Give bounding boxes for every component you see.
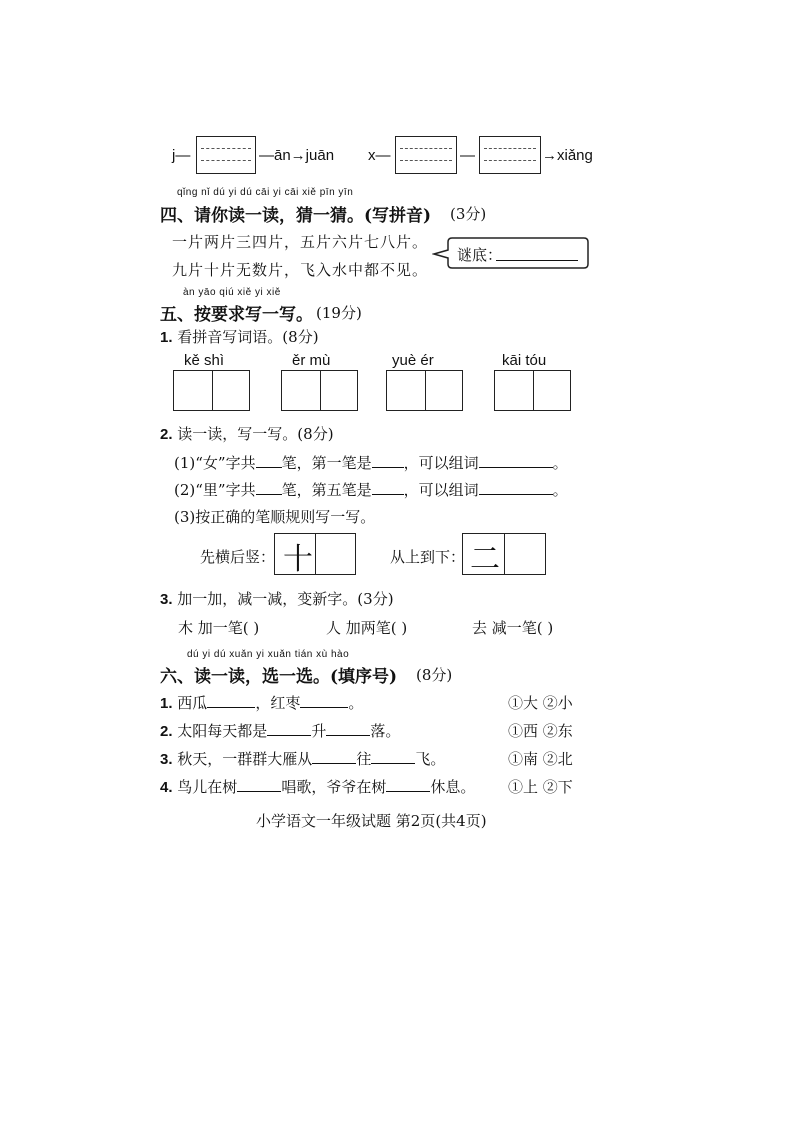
section6-title: 六、读一读，选一选。(填序号): [160, 667, 398, 687]
q6-item-2: [160, 720, 400, 741]
q6-item-text-b: 升: [311, 722, 327, 740]
q6-item-4-options: ①上 ②下: [508, 778, 573, 796]
q5-2-number: 2.: [160, 426, 173, 443]
q6-item-text-a: 秋天，一群群大雁从: [177, 750, 313, 768]
q5-2-p1-text-d: 。: [552, 454, 568, 472]
q5-2-label: [160, 423, 334, 444]
word-pinyin-3: yuè ér: [392, 352, 434, 369]
choice-blank[interactable]: [300, 692, 348, 708]
section6-score: (8分): [416, 666, 453, 684]
q6-item-text-c: 。: [348, 694, 364, 712]
q5-2-p2-text-a: (2)“里”字共: [174, 481, 256, 499]
choice-blank[interactable]: [386, 776, 430, 792]
pinyin-initial-j: j—: [172, 147, 191, 164]
q6-item-text-c: 休息。: [430, 778, 476, 796]
stroke-count-blank[interactable]: [256, 479, 282, 495]
pinyin-initial-x: x—: [368, 147, 391, 164]
stroke-rule-1-label: 先横后竖：: [200, 548, 276, 566]
q5-3-number: 3.: [160, 591, 173, 608]
section4-score: (3分): [450, 205, 487, 223]
q6-item-4: [160, 776, 475, 797]
section5-title: 五、按要求写一写。: [160, 305, 313, 325]
q6-item-text-a: 鸟儿在树: [177, 778, 238, 796]
riddle-answer-label: 谜底：: [457, 246, 503, 264]
word-pinyin-4: kāi tóu: [502, 352, 547, 369]
word-blank[interactable]: [479, 479, 553, 495]
stroke-rule-2-char: 二: [470, 542, 500, 577]
word-blank[interactable]: [479, 452, 553, 468]
riddle-line-2: 九片十片无数片，飞入水中都不见。: [172, 261, 429, 279]
section5-score: (19分): [316, 304, 362, 322]
q5-2-text: 读一读，写一写。(8分): [177, 425, 334, 443]
q5-2-part3: (3)按正确的笔顺规则写一写。: [174, 508, 376, 526]
page-footer: 小学语文一年级试题 第2页(共4页): [256, 812, 487, 830]
q6-item-text-c: 飞。: [415, 750, 446, 768]
q5-2-p1-text-a: (1)“女”字共: [174, 454, 256, 472]
q6-item-number: 1.: [160, 695, 173, 712]
q5-2-p1-text-c: ，可以组词: [403, 454, 479, 472]
stroke-rule-2-label: 从上到下：: [390, 548, 466, 566]
q5-2-p2-text-c: ，可以组词: [403, 481, 479, 499]
q6-item-text-b: ，红枣: [255, 694, 301, 712]
section4-title: 四、请你读一读，猜一猜。(写拼音): [160, 206, 432, 226]
q6-item-text-a: 西瓜: [177, 694, 208, 712]
word-writing-box-1[interactable]: [173, 370, 250, 411]
section4-pinyin: qǐng nǐ dú yi dú cāi yi cāi xiě pīn yīn: [177, 187, 354, 198]
q6-item-number: 2.: [160, 723, 173, 740]
word-writing-box-2[interactable]: [281, 370, 358, 411]
q6-item-number: 3.: [160, 751, 173, 768]
q5-2-p2-text-d: 。: [552, 481, 568, 499]
choice-blank[interactable]: [237, 776, 281, 792]
q6-item-text-c: 落。: [370, 722, 401, 740]
q6-item-3: [160, 748, 445, 769]
pinyin-answer-box[interactable]: [196, 136, 256, 174]
choice-blank[interactable]: [312, 748, 356, 764]
q6-item-text-b: 唱歌，爷爷在树: [281, 778, 387, 796]
stroke-rule-1-char: 十: [283, 542, 313, 577]
stroke-count-blank[interactable]: [256, 452, 282, 468]
q6-item-1-options: ①大 ②小: [508, 694, 573, 712]
word-pinyin-1: kě shì: [184, 352, 225, 369]
q5-1-number: 1.: [160, 329, 173, 346]
q5-2-part1: [174, 452, 568, 473]
section6-pinyin: dú yi dú xuǎn yi xuǎn tián xù hào: [187, 649, 350, 660]
q6-item-text-a: 太阳每天都是: [177, 722, 268, 740]
riddle-line-1: 一片两片三四片，五片六片七八片。: [172, 233, 429, 251]
riddle-answer-blank[interactable]: [496, 244, 578, 261]
q5-2-p2-text-b: 笔，第五笔是: [281, 481, 372, 499]
first-stroke-blank[interactable]: [372, 452, 404, 468]
q5-2-p1-text-b: 笔，第一笔是: [281, 454, 372, 472]
q5-3-item-3[interactable]: 去 减一笔( ): [472, 619, 554, 637]
q5-3-text: 加一加，减一减，变新字。(3分): [177, 590, 394, 608]
pinyin-final-an-juan: —ān→juān: [259, 147, 335, 164]
q6-item-1: [160, 692, 363, 713]
q5-3-item-1[interactable]: 木 加一笔( ): [178, 619, 260, 637]
q5-3-item-2[interactable]: 人 加两笔( ): [326, 619, 408, 637]
q5-1-text: 看拼音写词语。(8分): [177, 328, 319, 346]
q6-item-3-options: ①南 ②北: [508, 750, 573, 768]
q6-item-text-b: 往: [356, 750, 372, 768]
section5-pinyin: àn yāo qiú xiě yi xiě: [183, 287, 281, 298]
choice-blank[interactable]: [326, 720, 370, 736]
choice-blank[interactable]: [207, 692, 255, 708]
word-pinyin-2: ěr mù: [292, 352, 331, 369]
pinyin-result-xiang: →xiǎng: [542, 147, 593, 164]
choice-blank[interactable]: [371, 748, 415, 764]
word-writing-box-4[interactable]: [494, 370, 571, 411]
fifth-stroke-blank[interactable]: [372, 479, 404, 495]
pinyin-answer-box[interactable]: [395, 136, 457, 174]
q5-3-label: [160, 588, 394, 609]
q6-item-2-options: ①西 ②东: [508, 722, 573, 740]
q5-2-part2: [174, 479, 568, 500]
pinyin-answer-box[interactable]: [479, 136, 541, 174]
pinyin-dash: —: [460, 147, 475, 164]
choice-blank[interactable]: [267, 720, 311, 736]
q5-1-label: [160, 326, 319, 347]
q6-item-number: 4.: [160, 779, 173, 796]
word-writing-box-3[interactable]: [386, 370, 463, 411]
